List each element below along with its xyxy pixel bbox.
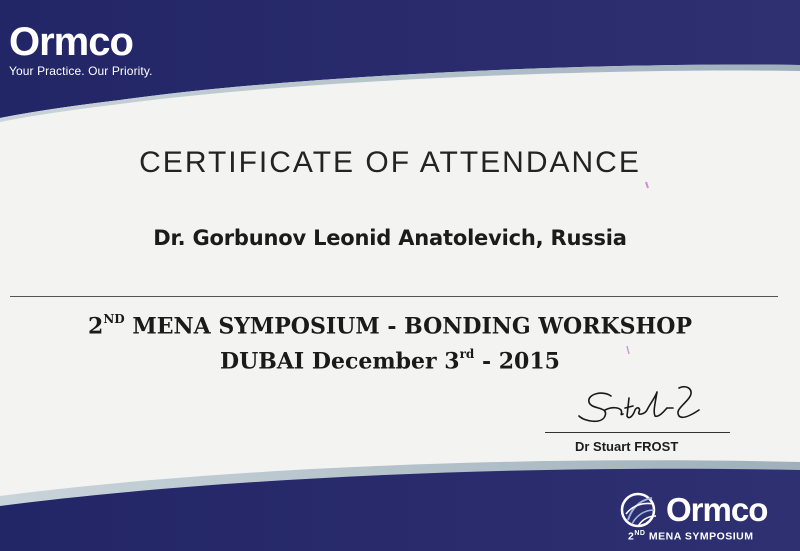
event-title [0,306,780,341]
event-date [0,341,780,376]
event-details [0,306,780,377]
brand-tagline: Your Practice. Our Priority. [9,64,153,78]
signatory-name: Dr Stuart FROST [575,439,679,454]
event-location-month: DUBAI December 3 [220,348,460,375]
event-year: - 2015 [481,348,560,375]
ormco-logo-bottom: Ormco [666,491,768,528]
event-ordinal-suffix: ND [103,312,125,326]
brand-header [9,22,153,78]
event-ordinal-number: 2 [88,313,104,340]
symposium-number: 2 [628,530,635,543]
event-name: MENA SYMPOSIUM - BONDING WORKSHOP [132,313,692,340]
signature-line [545,432,730,433]
symposium-label [628,530,754,543]
recipient-name: Dr. Gorbunov Leonid Anatolevich, Russia [153,226,627,250]
event-day-suffix: rd [459,347,475,362]
divider-rule [10,296,778,297]
symposium-name: MENA SYMPOSIUM [648,530,754,543]
certificate-title: CERTIFICATE OF ATTENDANCE [139,146,641,179]
globe-emblem-icon [618,490,664,530]
symposium-suffix: ND [634,530,646,537]
handwritten-signature [575,380,705,430]
ormco-logo-top: Ormco [9,20,133,64]
brand-footer [618,490,793,545]
signature-block [545,380,735,460]
